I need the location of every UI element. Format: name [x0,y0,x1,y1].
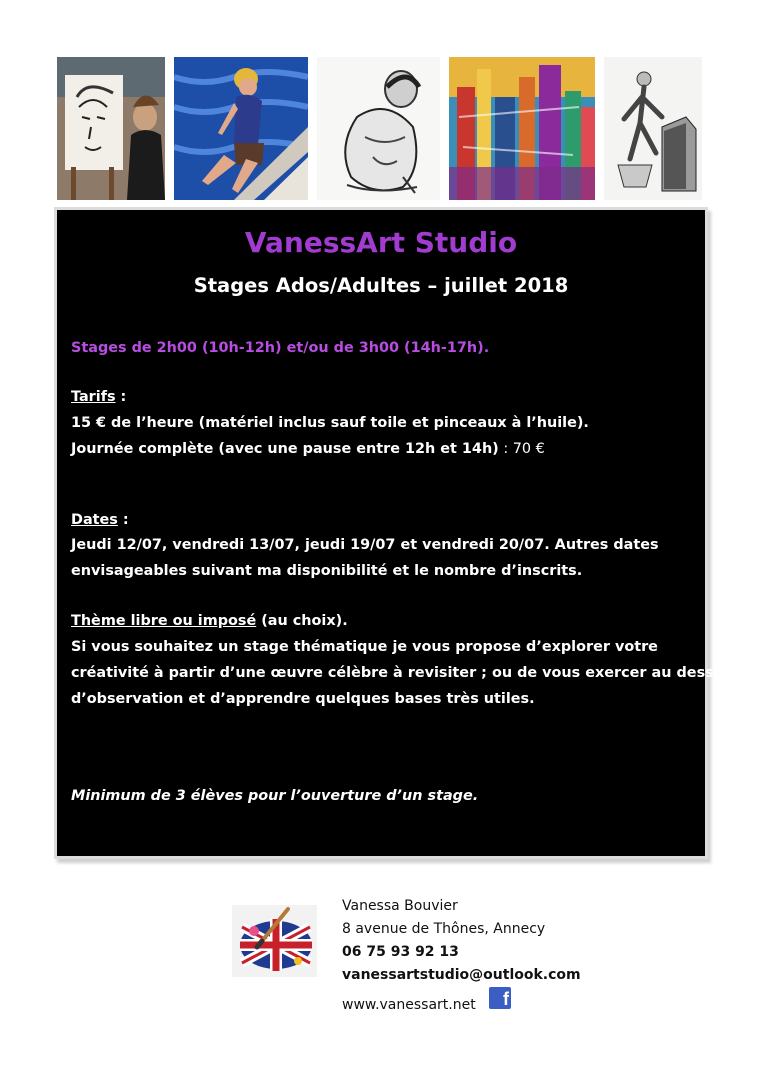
stage-subtitle: Stages Ados/Adultes – juillet 2018 [193,274,569,297]
contact-phone[interactable]: 06 75 93 92 13 [342,944,459,960]
theme-line-1: Si vous souhaitez un stage thématique je vous propose d’explorer votre [71,639,658,655]
photo-crouching-sketch [317,57,440,200]
dates-line-2: envisageables suivant ma disponibilité et le nombre d’inscrits. [71,563,583,579]
palette-flag-logo [232,905,317,977]
contact-name: Vanessa Bouvier [342,898,458,914]
photo-girl-by-water [174,57,308,200]
contact-address: 8 avenue de Thônes, Annecy [342,921,546,937]
dates-heading [71,510,129,530]
tarifs-line-2 [71,439,545,459]
tarifs-line-2-price: : 70 € [498,441,545,457]
tarifs-heading [71,387,126,407]
photo-mannequin-drawing [604,57,702,200]
theme-line-2: créativité à partir d’une œuvre célèbre à revisiter ; ou de vous exercer au dessin [71,665,729,681]
theme-line-3: d’observation et d’apprendre quelques bases très utiles. [71,691,535,707]
tarifs-heading-suffix: : [115,389,127,405]
minimum-note: Minimum de 3 élèves pour l’ouverture d’un stage. [71,788,479,804]
contact-email[interactable]: vanessartstudio@outlook.com [342,967,581,983]
studio-title: VanessArt Studio [244,226,518,259]
tarifs-line-2-bold: Journée complète (avec une pause entre 12h et 14h) [71,441,499,457]
theme-heading [71,611,348,631]
dates-heading-label: Dates [71,512,118,528]
dates-line-1: Jeudi 12/07, vendredi 13/07, jeudi 19/07 et vendredi 20/07. Autres dates [71,537,659,553]
photo-abstract-city [449,57,595,200]
info-board [57,210,729,856]
contact-website[interactable]: www.vanessart.net [342,997,476,1013]
theme-heading-suffix: (au choix). [256,613,348,629]
dates-heading-suffix: : [117,512,129,528]
tarifs-line-1: 15 € de l’heure (matériel inclus sauf toile et pinceaux à l’huile). [71,415,589,431]
photo-painter-at-easel [57,57,165,200]
theme-heading-label: Thème libre ou imposé [71,613,257,629]
header-photo-strip [0,0,770,210]
schedule-line: Stages de 2h00 (10h-12h) et/ou de 3h00 (14h-17h). [71,340,490,356]
tarifs-heading-label: Tarifs [71,389,116,405]
facebook-icon[interactable]: f [489,987,511,1009]
